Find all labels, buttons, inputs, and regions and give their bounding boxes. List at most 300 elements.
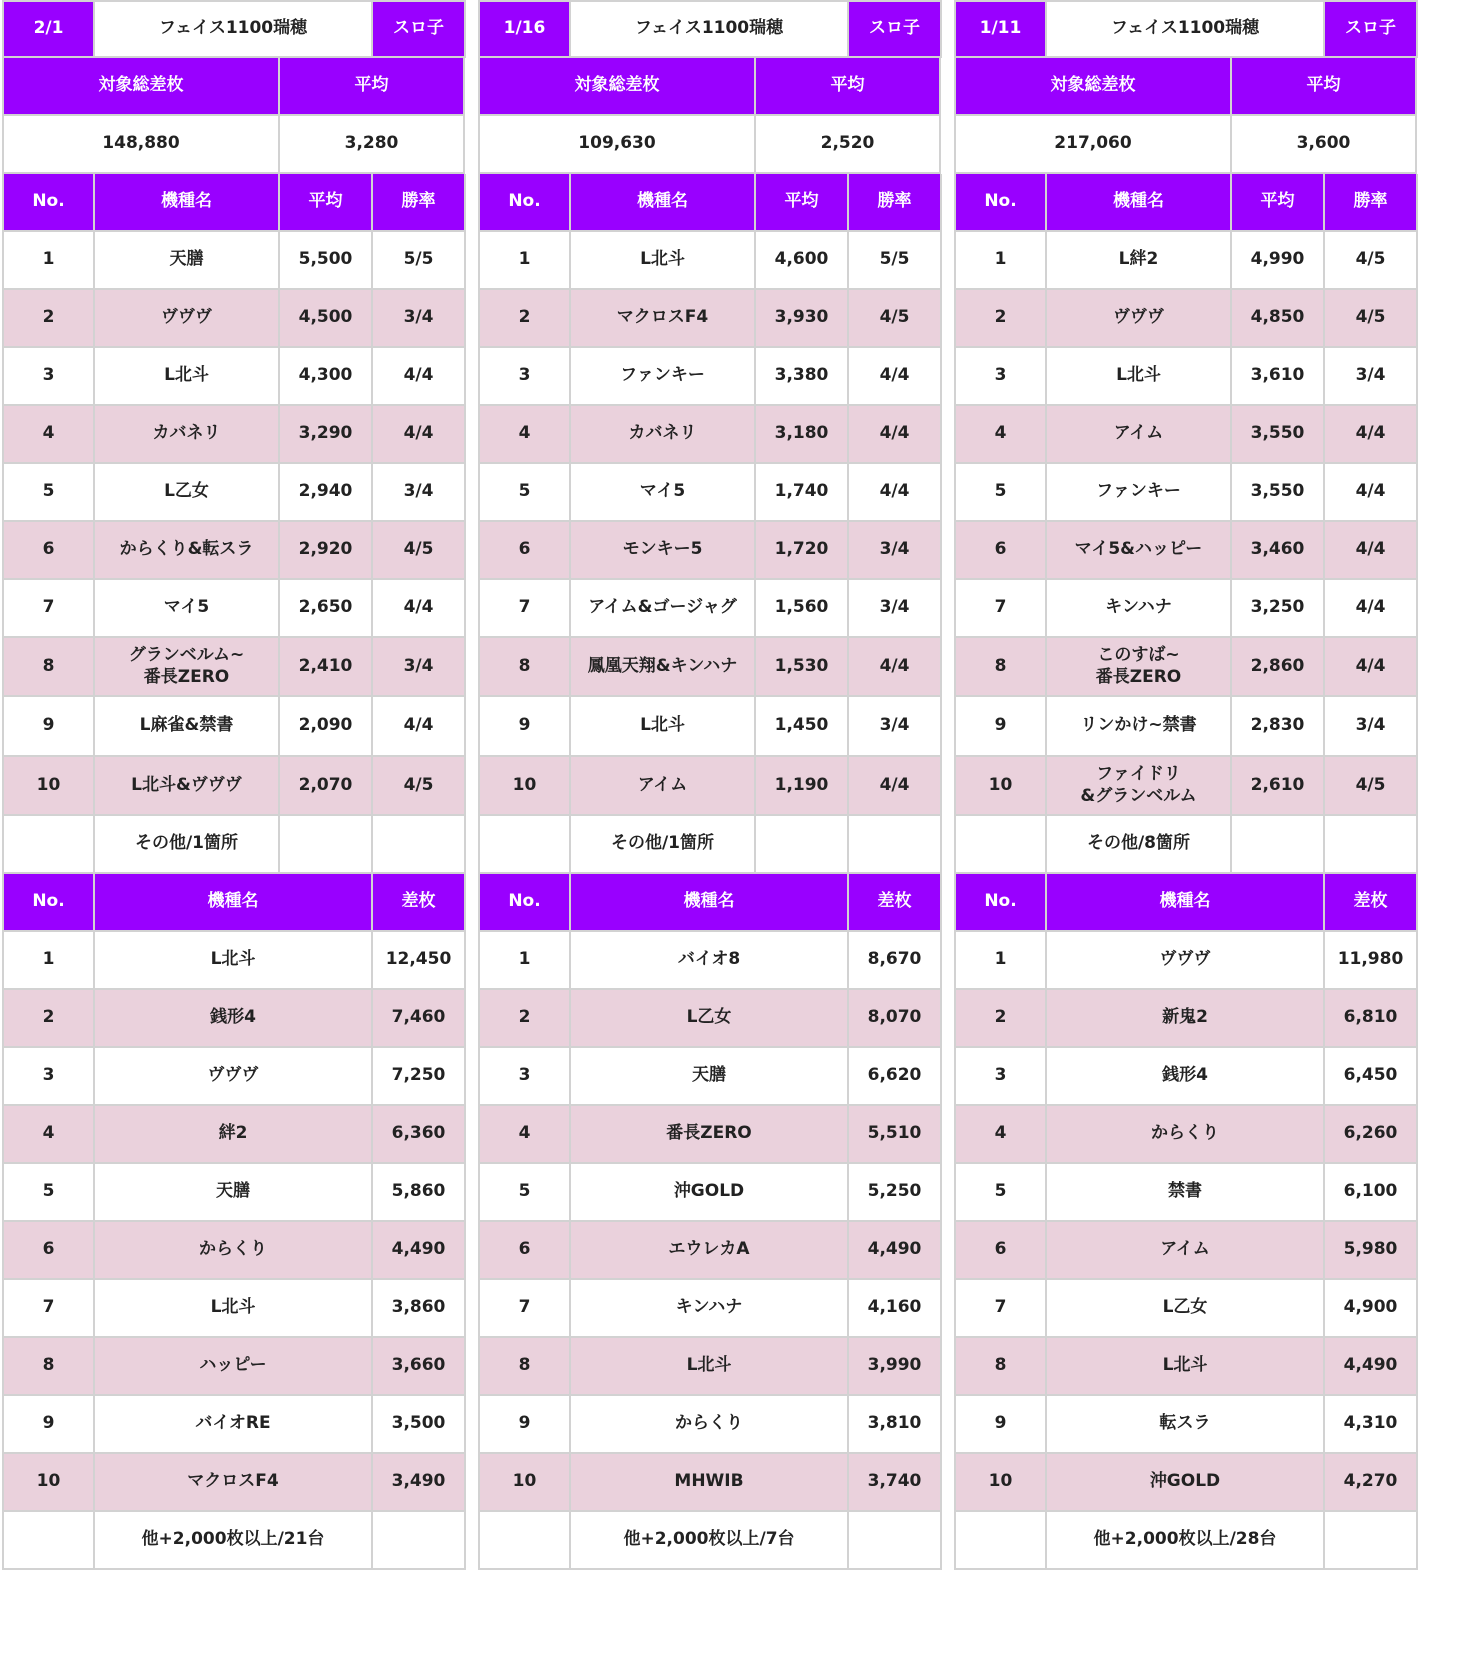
category-tag: スロ子 (1325, 0, 1418, 58)
total-diff-value: 217,060 (954, 116, 1232, 174)
total-diff-label: 対象総差枚 (478, 58, 756, 116)
col-header-no: No. (2, 874, 95, 932)
win-rate: 3/4 (373, 464, 466, 522)
machine-name: バイオRE (95, 1396, 373, 1454)
footer-blank (756, 816, 849, 874)
machine-name: 禁書 (1047, 1164, 1325, 1222)
machine-name: 新鬼2 (1047, 990, 1325, 1048)
rank-number: 8 (2, 1338, 95, 1396)
footer-blank (2, 816, 95, 874)
table-row (478, 1222, 944, 1280)
average-diff: 2,610 (1232, 757, 1325, 816)
table-row (954, 522, 1420, 580)
average-diff: 4,990 (1232, 232, 1325, 290)
footer-blank (1325, 1512, 1418, 1570)
rank-number: 4 (2, 1106, 95, 1164)
rank-number: 5 (2, 464, 95, 522)
rank-number: 5 (2, 1164, 95, 1222)
machine-name: 天膳 (571, 1048, 849, 1106)
footer-blank (849, 816, 942, 874)
rank-number: 1 (478, 932, 571, 990)
col-header-diff: 差枚 (849, 874, 942, 932)
rank-number: 10 (2, 1454, 95, 1512)
table-row (478, 757, 944, 816)
win-rate: 4/4 (1325, 580, 1418, 638)
rank-number: 1 (478, 232, 571, 290)
machine-name: L北斗 (95, 932, 373, 990)
average-diff: 4,500 (280, 290, 373, 348)
win-rate: 3/4 (849, 697, 942, 757)
table-row (954, 990, 1420, 1048)
table-row (2, 697, 468, 757)
date-label: 1/16 (478, 0, 571, 58)
footer-blank (373, 816, 466, 874)
machine-name: キンハナ (1047, 580, 1232, 638)
win-rate: 3/4 (849, 522, 942, 580)
table-row (2, 464, 468, 522)
win-rate: 4/5 (373, 757, 466, 816)
unit-table-header (954, 874, 1420, 932)
machine-name: L北斗 (571, 1338, 849, 1396)
table-row (2, 1048, 468, 1106)
table-row (478, 406, 944, 464)
table-row (478, 1048, 944, 1106)
machine-table-header (2, 174, 468, 232)
rank-number: 1 (954, 232, 1047, 290)
table-row (478, 1164, 944, 1222)
unit-table-header (2, 874, 468, 932)
average-diff: 1,720 (756, 522, 849, 580)
average-label: 平均 (756, 58, 941, 116)
win-rate: 4/5 (1325, 290, 1418, 348)
machine-name: ヴヴヴ (1047, 290, 1232, 348)
store-name: フェイス1100瑞穂 (571, 0, 849, 58)
average-diff: 3,380 (756, 348, 849, 406)
rank-number: 10 (478, 757, 571, 816)
table-row (2, 522, 468, 580)
average-diff: 4,850 (1232, 290, 1325, 348)
machine-name: L乙女 (1047, 1280, 1325, 1338)
summary-value-row (478, 116, 944, 174)
others-count: その他/1箇所 (95, 816, 280, 874)
machine-name: からくり (571, 1396, 849, 1454)
footer-blank (373, 1512, 466, 1570)
table-row (478, 932, 944, 990)
table-row (2, 580, 468, 638)
machine-name: 銭形4 (1047, 1048, 1325, 1106)
store-name: フェイス1100瑞穂 (95, 0, 373, 58)
rank-number: 1 (2, 932, 95, 990)
table-row (954, 1396, 1420, 1454)
table-row (954, 1338, 1420, 1396)
machine-name: キンハナ (571, 1280, 849, 1338)
average-diff: 2,090 (280, 697, 373, 757)
rank-number: 10 (2, 757, 95, 816)
col-header-no: No. (2, 174, 95, 232)
coin-diff: 4,490 (373, 1222, 466, 1280)
footer-blank (2, 1512, 95, 1570)
rank-number: 5 (954, 1164, 1047, 1222)
report-panel (2, 0, 468, 1657)
average-diff: 1,560 (756, 580, 849, 638)
col-header-no: No. (954, 174, 1047, 232)
summary-value-row (954, 116, 1420, 174)
col-header-machine: 機種名 (1047, 874, 1325, 932)
date-label: 1/11 (954, 0, 1047, 58)
store-name: フェイス1100瑞穂 (1047, 0, 1325, 58)
unit-table-header (478, 874, 944, 932)
win-rate: 5/5 (849, 232, 942, 290)
rank-number: 1 (2, 232, 95, 290)
coin-diff: 3,810 (849, 1396, 942, 1454)
coin-diff: 11,980 (1325, 932, 1418, 990)
col-header-machine: 機種名 (1047, 174, 1232, 232)
col-header-winrate: 勝率 (373, 174, 466, 232)
win-rate: 5/5 (373, 232, 466, 290)
coin-diff: 6,100 (1325, 1164, 1418, 1222)
coin-diff: 6,810 (1325, 990, 1418, 1048)
average-diff: 3,930 (756, 290, 849, 348)
table-row (478, 1106, 944, 1164)
average-diff: 1,530 (756, 638, 849, 697)
footer-blank (849, 1512, 942, 1570)
machine-name: からくり (95, 1222, 373, 1280)
rank-number: 4 (478, 1106, 571, 1164)
col-header-machine: 機種名 (95, 174, 280, 232)
summary-header-row (2, 58, 468, 116)
machine-name: 転スラ (1047, 1396, 1325, 1454)
rank-number: 5 (478, 464, 571, 522)
win-rate: 4/5 (373, 522, 466, 580)
others-count: 他+2,000枚以上/21台 (95, 1512, 373, 1570)
rank-number: 7 (478, 1280, 571, 1338)
rank-number: 7 (478, 580, 571, 638)
average-diff: 3,460 (1232, 522, 1325, 580)
win-rate: 4/4 (1325, 406, 1418, 464)
rank-number: 2 (2, 990, 95, 1048)
win-rate: 3/4 (1325, 348, 1418, 406)
table-row (478, 990, 944, 1048)
machine-name: MHWIB (571, 1454, 849, 1512)
win-rate: 4/4 (849, 464, 942, 522)
coin-diff: 4,310 (1325, 1396, 1418, 1454)
panel-title-row (954, 0, 1420, 58)
machine-name: 銭形4 (95, 990, 373, 1048)
col-header-no: No. (478, 174, 571, 232)
win-rate: 4/4 (373, 406, 466, 464)
machine-name: L北斗 (571, 232, 756, 290)
report-panel (954, 0, 1420, 1657)
summary-header-row (954, 58, 1420, 116)
table-row (2, 757, 468, 816)
win-rate: 4/5 (1325, 232, 1418, 290)
col-header-winrate: 勝率 (849, 174, 942, 232)
machine-name: ヴヴヴ (1047, 932, 1325, 990)
machine-name: エウレカA (571, 1222, 849, 1280)
coin-diff: 8,670 (849, 932, 942, 990)
average-diff: 1,190 (756, 757, 849, 816)
table-row (954, 290, 1420, 348)
table-row (954, 757, 1420, 816)
table-row (478, 697, 944, 757)
footer-blank (1232, 816, 1325, 874)
rank-number: 9 (954, 697, 1047, 757)
rank-number: 2 (954, 290, 1047, 348)
win-rate: 3/4 (373, 290, 466, 348)
machine-table-header (954, 174, 1420, 232)
footer-blank (478, 1512, 571, 1570)
coin-diff: 7,250 (373, 1048, 466, 1106)
table-row (478, 232, 944, 290)
coin-diff: 4,900 (1325, 1280, 1418, 1338)
rank-number: 7 (954, 1280, 1047, 1338)
unit-table-footer (954, 1512, 1420, 1570)
average-diff: 2,920 (280, 522, 373, 580)
total-diff-value: 148,880 (2, 116, 280, 174)
machine-name: アイム&ゴージャグ (571, 580, 756, 638)
table-row (2, 1222, 468, 1280)
rank-number: 2 (478, 290, 571, 348)
table-row (954, 348, 1420, 406)
win-rate: 4/4 (1325, 464, 1418, 522)
footer-blank (1325, 816, 1418, 874)
col-header-average: 平均 (1232, 174, 1325, 232)
table-row (2, 1164, 468, 1222)
machine-name: L絆2 (1047, 232, 1232, 290)
average-value: 3,280 (280, 116, 465, 174)
rank-number: 3 (2, 1048, 95, 1106)
coin-diff: 6,260 (1325, 1106, 1418, 1164)
coin-diff: 3,990 (849, 1338, 942, 1396)
machine-name: 沖GOLD (1047, 1454, 1325, 1512)
rank-number: 6 (954, 1222, 1047, 1280)
col-header-machine: 機種名 (95, 874, 373, 932)
average-value: 3,600 (1232, 116, 1417, 174)
unit-table-footer (2, 1512, 468, 1570)
rank-number: 8 (2, 638, 95, 697)
rank-number: 4 (2, 406, 95, 464)
machine-name: L北斗 (1047, 348, 1232, 406)
machine-name: L北斗&ヴヴヴ (95, 757, 280, 816)
table-row (478, 522, 944, 580)
rank-number: 8 (954, 638, 1047, 697)
col-header-average: 平均 (280, 174, 373, 232)
col-header-winrate: 勝率 (1325, 174, 1418, 232)
rank-number: 10 (478, 1454, 571, 1512)
average-diff: 2,860 (1232, 638, 1325, 697)
rank-number: 2 (954, 990, 1047, 1048)
coin-diff: 4,160 (849, 1280, 942, 1338)
average-diff: 3,290 (280, 406, 373, 464)
total-diff-label: 対象総差枚 (2, 58, 280, 116)
machine-name: L北斗 (571, 697, 756, 757)
col-header-machine: 機種名 (571, 874, 849, 932)
date-label: 2/1 (2, 0, 95, 58)
average-diff: 2,940 (280, 464, 373, 522)
coin-diff: 6,360 (373, 1106, 466, 1164)
average-diff: 5,500 (280, 232, 373, 290)
machine-name: からくり (1047, 1106, 1325, 1164)
machine-name: L乙女 (95, 464, 280, 522)
rank-number: 6 (478, 522, 571, 580)
rank-number: 8 (478, 638, 571, 697)
table-row (478, 1338, 944, 1396)
panel-title-row (478, 0, 944, 58)
rank-number: 4 (954, 406, 1047, 464)
machine-name: マイ5 (571, 464, 756, 522)
machine-name: グランベルム~ 番長ZERO (95, 638, 280, 697)
table-row (2, 406, 468, 464)
report-panel (478, 0, 944, 1657)
coin-diff: 3,500 (373, 1396, 466, 1454)
table-row (954, 1106, 1420, 1164)
average-diff: 3,250 (1232, 580, 1325, 638)
table-row (2, 1280, 468, 1338)
table-row (954, 1280, 1420, 1338)
machine-name: 絆2 (95, 1106, 373, 1164)
col-header-no: No. (478, 874, 571, 932)
rank-number: 10 (954, 757, 1047, 816)
rank-number: 9 (954, 1396, 1047, 1454)
coin-diff: 6,450 (1325, 1048, 1418, 1106)
win-rate: 4/5 (849, 290, 942, 348)
machine-name: マイ5&ハッピー (1047, 522, 1232, 580)
machine-name: 沖GOLD (571, 1164, 849, 1222)
table-row (2, 1106, 468, 1164)
machine-name: 天膳 (95, 1164, 373, 1222)
footer-blank (280, 816, 373, 874)
summary-header-row (478, 58, 944, 116)
col-header-diff: 差枚 (373, 874, 466, 932)
coin-diff: 8,070 (849, 990, 942, 1048)
table-row (478, 1280, 944, 1338)
machine-table-footer (954, 816, 1420, 874)
machine-name: L乙女 (571, 990, 849, 1048)
win-rate: 4/4 (1325, 522, 1418, 580)
rank-number: 3 (2, 348, 95, 406)
table-row (2, 638, 468, 697)
summary-value-row (2, 116, 468, 174)
win-rate: 4/4 (1325, 638, 1418, 697)
coin-diff: 4,490 (849, 1222, 942, 1280)
table-row (954, 232, 1420, 290)
win-rate: 3/4 (849, 580, 942, 638)
rank-number: 5 (478, 1164, 571, 1222)
win-rate: 4/4 (849, 348, 942, 406)
machine-table-header (478, 174, 944, 232)
rank-number: 7 (2, 580, 95, 638)
table-row (954, 406, 1420, 464)
win-rate: 3/4 (373, 638, 466, 697)
rank-number: 9 (2, 697, 95, 757)
table-row (2, 990, 468, 1048)
average-diff: 1,740 (756, 464, 849, 522)
machine-name: マクロスF4 (95, 1454, 373, 1512)
table-row (478, 1454, 944, 1512)
table-row (954, 580, 1420, 638)
panel-title-row (2, 0, 468, 58)
machine-name: L麻雀&禁書 (95, 697, 280, 757)
average-diff: 3,550 (1232, 464, 1325, 522)
footer-blank (954, 1512, 1047, 1570)
rank-number: 9 (478, 1396, 571, 1454)
table-row (2, 232, 468, 290)
others-count: その他/1箇所 (571, 816, 756, 874)
machine-name: アイム (1047, 1222, 1325, 1280)
coin-diff: 7,460 (373, 990, 466, 1048)
average-diff: 2,650 (280, 580, 373, 638)
table-row (954, 638, 1420, 697)
machine-name: ファンキー (1047, 464, 1232, 522)
table-row (954, 1048, 1420, 1106)
rank-number: 7 (2, 1280, 95, 1338)
average-diff: 4,600 (756, 232, 849, 290)
machine-name: ヴヴヴ (95, 1048, 373, 1106)
table-row (478, 348, 944, 406)
win-rate: 4/5 (1325, 757, 1418, 816)
table-row (954, 464, 1420, 522)
win-rate: 4/4 (373, 697, 466, 757)
footer-blank (478, 816, 571, 874)
average-value: 2,520 (756, 116, 941, 174)
coin-diff: 3,490 (373, 1454, 466, 1512)
win-rate: 4/4 (849, 757, 942, 816)
win-rate: 3/4 (1325, 697, 1418, 757)
machine-table-footer (2, 816, 468, 874)
machine-name: リンかけ~禁書 (1047, 697, 1232, 757)
average-diff: 3,610 (1232, 348, 1325, 406)
table-row (954, 932, 1420, 990)
rank-number: 8 (954, 1338, 1047, 1396)
table-row (478, 464, 944, 522)
rank-number: 6 (478, 1222, 571, 1280)
col-header-machine: 機種名 (571, 174, 756, 232)
table-row (2, 290, 468, 348)
machine-name: 番長ZERO (571, 1106, 849, 1164)
rank-number: 3 (478, 348, 571, 406)
average-diff: 2,070 (280, 757, 373, 816)
rank-number: 6 (954, 522, 1047, 580)
table-row (954, 1164, 1420, 1222)
rank-number: 4 (954, 1106, 1047, 1164)
win-rate: 4/4 (373, 348, 466, 406)
table-row (2, 1454, 468, 1512)
col-header-average: 平均 (756, 174, 849, 232)
rank-number: 5 (954, 464, 1047, 522)
col-header-no: No. (954, 874, 1047, 932)
rank-number: 9 (478, 697, 571, 757)
rank-number: 7 (954, 580, 1047, 638)
coin-diff: 6,620 (849, 1048, 942, 1106)
rank-number: 3 (478, 1048, 571, 1106)
average-diff: 3,550 (1232, 406, 1325, 464)
win-rate: 4/4 (849, 406, 942, 464)
coin-diff: 12,450 (373, 932, 466, 990)
table-row (954, 1454, 1420, 1512)
table-row (954, 1222, 1420, 1280)
rank-number: 3 (954, 1048, 1047, 1106)
average-label: 平均 (280, 58, 465, 116)
rank-number: 10 (954, 1454, 1047, 1512)
coin-diff: 5,860 (373, 1164, 466, 1222)
machine-name: ファンキー (571, 348, 756, 406)
coin-diff: 5,250 (849, 1164, 942, 1222)
category-tag: スロ子 (849, 0, 942, 58)
total-diff-value: 109,630 (478, 116, 756, 174)
others-count: 他+2,000枚以上/7台 (571, 1512, 849, 1570)
machine-name: バイオ8 (571, 932, 849, 990)
average-diff: 4,300 (280, 348, 373, 406)
